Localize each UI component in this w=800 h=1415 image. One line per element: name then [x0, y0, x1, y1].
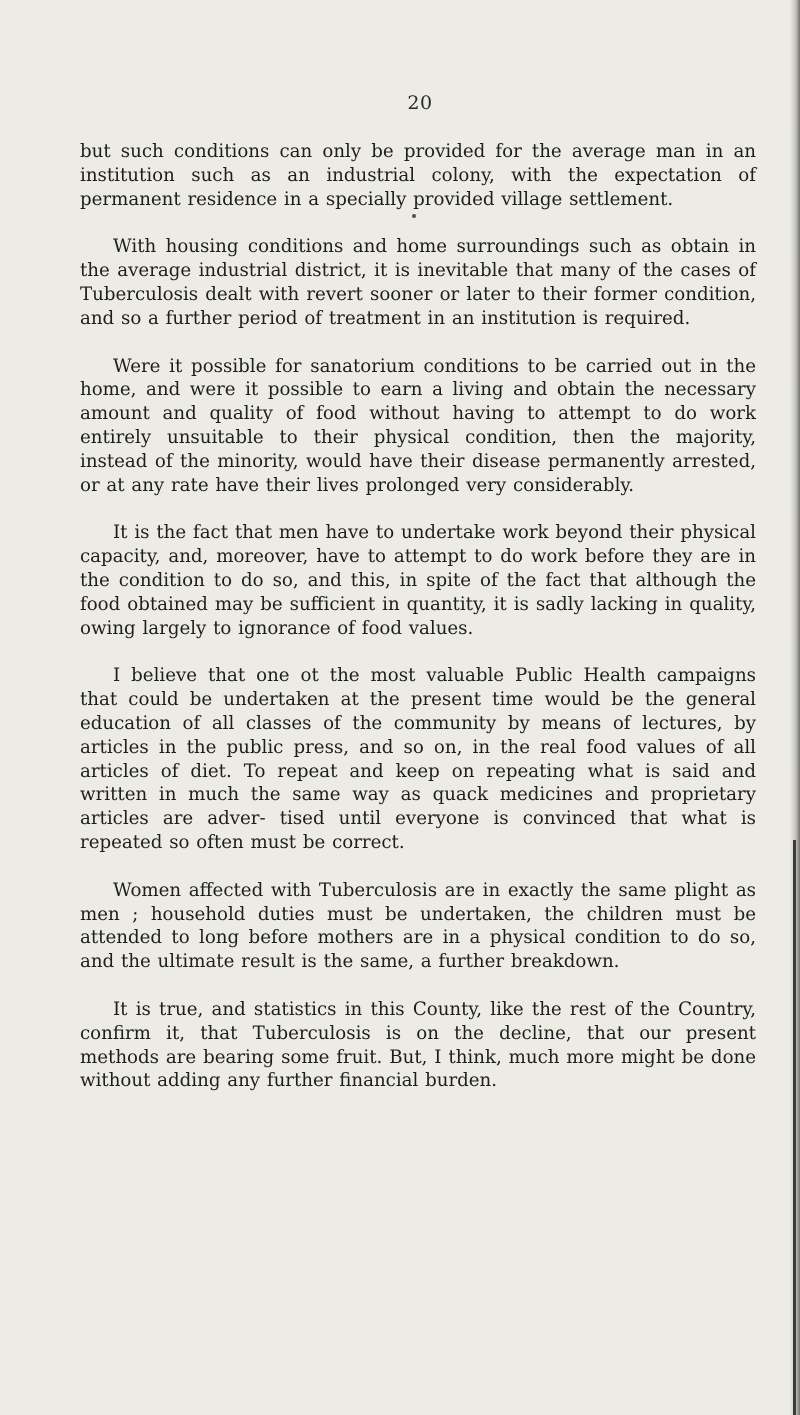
paragraph-5: I believe that one ot the most valuable Public Health campaigns that could be undertaken at the present time would be the general education of all classes of the community by means of lectures, by articles in the public press, and so on, in the real food values of all articles of diet. To repeat and keep on repeating what is said and written in much the same way as quack medicines and proprietary articles are adver- tised until everyone is convinced that what is repeated so often must be correct.: [80, 665, 756, 853]
paragraph-3: Were it possible for sanatorium conditions to be carried out in the home, and were it possible to earn a living and obtain the necessary amount and quality of food without having to attempt to do work entirely unsuitable to their physical condition, then the majority, instead of the minority, would have their disease permanently arrested, or at any rate have their lives prolonged very considerably.: [80, 355, 756, 496]
paragraph-6: Women affected with Tuberculosis are in exactly the same plight as men ; household duties must be undertaken, the children must be attended to long before mothers are in a physical condition to do so, and the ultimate result is the same, a further breakdown.: [80, 879, 756, 973]
paragraph-7: It is true, and statistics in this County, like the rest of the Country, confirm it, that Tuberculosis is on the decline, that our present methods are bearing some fruit. But, I think, much more might be done without adding any further financial burden.: [80, 998, 756, 1092]
binding-edge-line: [793, 840, 796, 1415]
paragraph-1: but such conditions can only be provided for the average man in an institution such as an industrial colony, with the expectation of permanent residence in a specially provided village settlement.: [80, 141, 756, 210]
body-text: [80, 140, 756, 1117]
paragraph-4: It is the fact that men have to undertake work beyond their physical capacity, and, moreover, have to attempt to do work before they are in the condition to do so, and this, in spite of the fact that although the food obtained may be sufficient in quantity, it is sadly lacking in quality, owing largely to ignorance of food values.: [80, 522, 756, 639]
page-number: 20: [407, 92, 433, 114]
ink-speck: [412, 214, 416, 218]
paragraph-2: With housing conditions and home surroundings such as obtain in the average industrial district, it is inevitable that many of the cases of Tuberculosis dealt with revert sooner or later to their former condition, and so a further period of treatment in an institution is required.: [80, 236, 756, 329]
